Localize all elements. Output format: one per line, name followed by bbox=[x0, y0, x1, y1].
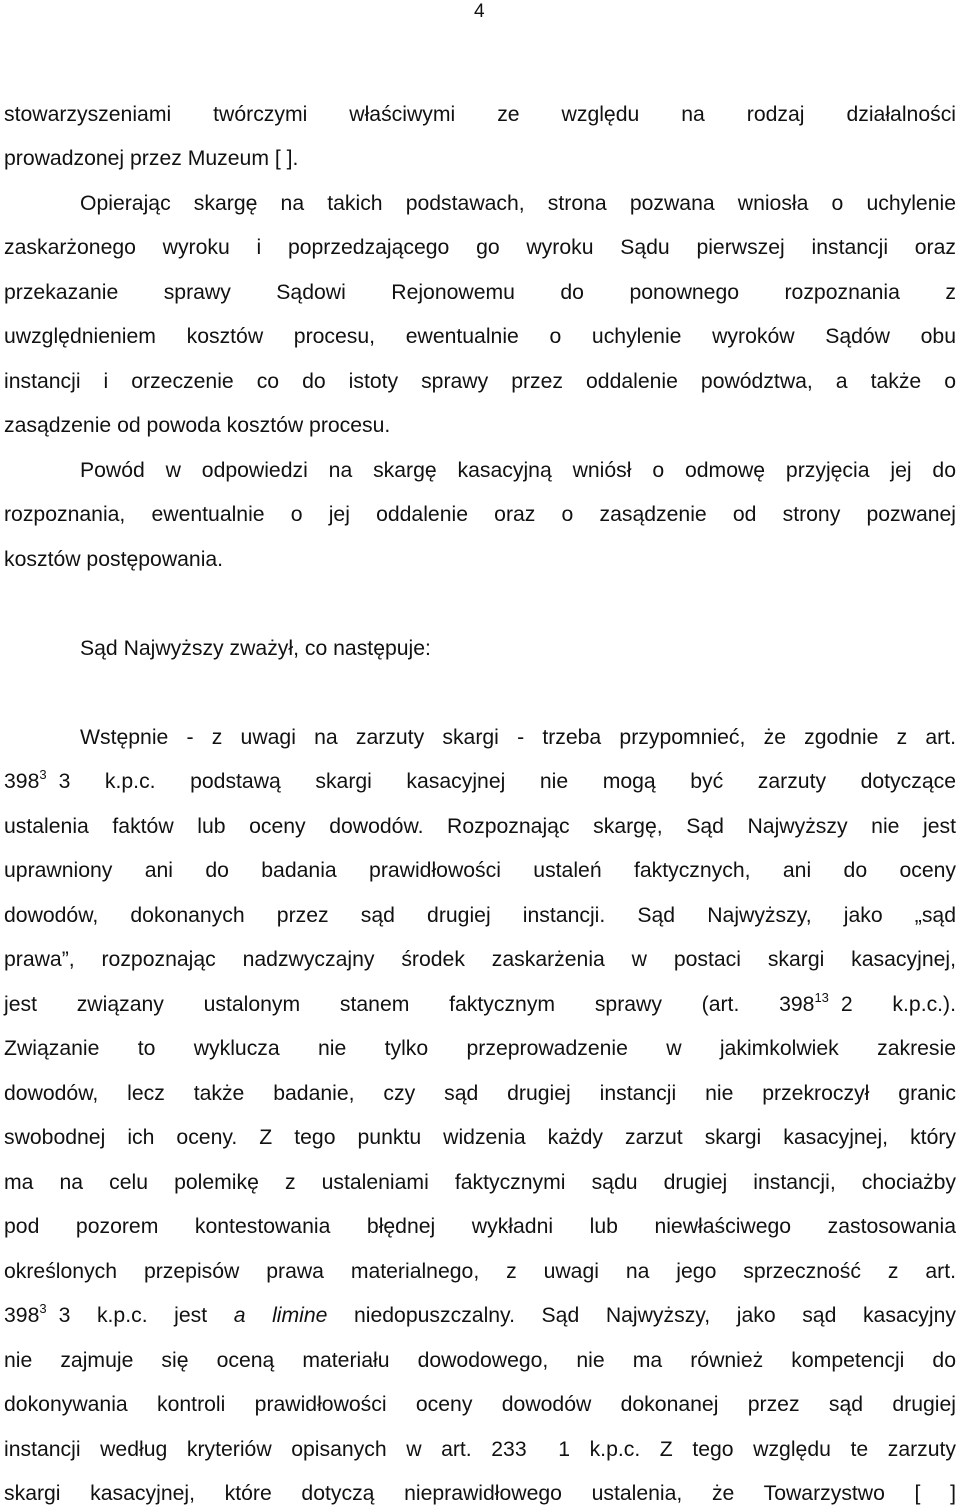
text-line: rozpoznania, ewentualnie o jej oddalenie oraz o zasądzenie od strony pozwanej bbox=[4, 503, 956, 526]
italic-phrase: a limine bbox=[233, 1304, 328, 1327]
text-segment: 2 k.p.c.). bbox=[840, 993, 957, 1016]
text-line: swobodnej ich oceny. Z tego punktu widzenia każdy zarzut skargi kasacyjnej, który bbox=[4, 1126, 956, 1149]
text-segment: niedopuszczalny. Sąd Najwyższy, jako sąd kasacyjny bbox=[354, 1304, 956, 1327]
section-heading: Sąd Najwyższy zważył, co następuje: bbox=[80, 637, 431, 660]
text-line: dowodów, lecz także badanie, czy sąd drugiej instancji nie przekroczył granic bbox=[4, 1082, 956, 1105]
text-line: prowadzonej przez Muzeum [ ]. bbox=[4, 147, 299, 170]
text-line: nie zajmuje się oceną materiału dowodowego, nie ma również kompetencji do bbox=[4, 1349, 956, 1372]
text-line: pod pozorem kontestowania błędnej wykładni lub niewłaściwego zastosowania bbox=[4, 1215, 956, 1238]
text-line: stowarzyszeniami twórczymi właściwymi ze względu na rodzaj działalności bbox=[4, 103, 956, 126]
text-line bbox=[4, 1438, 956, 1462]
text-line bbox=[4, 767, 956, 794]
text-line bbox=[4, 1301, 956, 1328]
text-line: skargi kasacyjnej, które dotyczą nieprawidłowego ustalenia, że Towarzystwo [ ] bbox=[4, 1482, 956, 1505]
text-line bbox=[4, 990, 957, 1017]
text-line: Wstępnie - z uwagi na zarzuty skargi - trzeba przypomnieć, że zgodnie z art. bbox=[80, 726, 956, 749]
text-line: Opierając skargę na takich podstawach, strona pozwana wniosła o uchylenie bbox=[80, 192, 956, 215]
text-segment: jest związany ustalonym stanem faktycznym sprawy (art. 398 bbox=[4, 993, 815, 1016]
text-line: przekazanie sprawy Sądowi Rejonowemu do ponownego rozpoznania z bbox=[4, 281, 956, 304]
text-line: uwzględnieniem kosztów procesu, ewentualnie o uchylenie wyroków Sądów obu bbox=[4, 325, 956, 348]
text-line: zaskarżonego wyroku i poprzedzającego go wyroku Sądu pierwszej instancji oraz bbox=[4, 236, 956, 259]
text-line: Związanie to wyklucza nie tylko przeprowadzenie w jakimkolwiek zakresie bbox=[4, 1037, 956, 1060]
article-number: 398 bbox=[4, 770, 40, 793]
text-segment: 3 k.p.c. podstawą skargi kasacyjnej nie mogą być zarzuty dotyczące bbox=[58, 770, 956, 793]
text-segment: 3 k.p.c. jest bbox=[58, 1304, 208, 1327]
superscript: 13 bbox=[814, 990, 829, 1005]
text-line: ma na celu polemikę z ustaleniami faktycznymi sądu drugiej instancji, chociażby bbox=[4, 1171, 956, 1194]
text-line: zasądzenie od powoda kosztów procesu. bbox=[4, 414, 391, 437]
text-line: kosztów postępowania. bbox=[4, 548, 224, 571]
page-number: 4 bbox=[474, 1, 485, 22]
text-line: ustalenia faktów lub oceny dowodów. Rozpoznając skargę, Sąd Najwyższy nie jest bbox=[4, 815, 956, 838]
text-line: dowodów, dokonanych przez sąd drugiej instancji. Sąd Najwyższy, jako „sąd bbox=[4, 904, 956, 927]
text-line: instancji i orzeczenie co do istoty sprawy przez oddalenie powództwa, a także o bbox=[4, 370, 956, 393]
text-line: prawa”, rozpoznając nadzwyczajny środek zaskarżenia w postaci skargi kasacyjnej, bbox=[4, 948, 956, 971]
text-line: uprawniony ani do badania prawidłowości ustaleń faktycznych, ani do oceny bbox=[4, 859, 956, 882]
text-line: określonych przepisów prawa materialnego, z uwagi na jego sprzeczność z art. bbox=[4, 1260, 956, 1283]
text-segment: 1 k.p.c. Z tego względu te zarzuty bbox=[558, 1438, 957, 1461]
superscript: 3 bbox=[39, 767, 47, 782]
text-line: Powód w odpowiedzi na skargę kasacyjną wniósł o odmowę przyjęcia jej do bbox=[80, 459, 956, 482]
superscript: 3 bbox=[39, 1301, 47, 1316]
text-segment: instancji według kryteriów opisanych w art. 233 bbox=[4, 1438, 527, 1461]
text-line: dokonywania kontroli prawidłowości oceny dowodów dokonanej przez sąd drugiej bbox=[4, 1393, 956, 1416]
article-number: 398 bbox=[4, 1304, 40, 1327]
